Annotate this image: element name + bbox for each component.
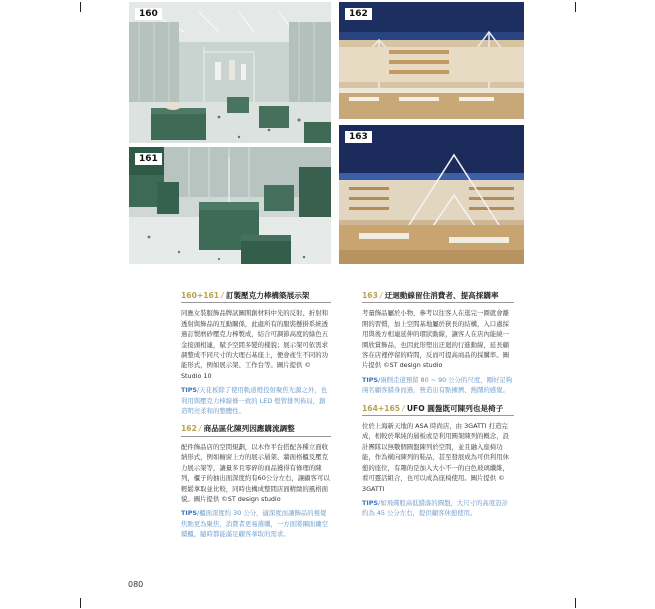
section-164-165-tips bbox=[362, 498, 514, 519]
photo-163 bbox=[339, 125, 524, 264]
crop-mark-bottom-left bbox=[80, 598, 81, 608]
right-text-column bbox=[362, 291, 514, 523]
photo-161-number: 161 bbox=[135, 153, 162, 165]
section-163-tips-text: 兩側走道預留 80 ~ 90 公分的尺度，剛好足夠兩名顧客錯身而過，營造出有點擁擠、熱鬧的感覺。 bbox=[362, 375, 513, 395]
tips-label: TIPS bbox=[181, 509, 198, 518]
slash-decoration: / bbox=[221, 291, 224, 300]
section-164-165-number: 164+165 bbox=[362, 403, 401, 413]
section-160-161-heading bbox=[181, 291, 331, 303]
crop-mark-bottom-right bbox=[575, 598, 576, 608]
section-164-165-body: 位於上海新天地的 ASA 時尚店，由 3GATTI 打造完成，相較於單純的層板或是利用圓架陳列的概念，設計團隊以無數個圓盤陳列於空間，並且融入座椅功能，作為橫向陳列的鞋品，甚至發展成為可供利用休憩的座位，有趣的是加入大小不一的白色玻璃纖維，看可靈活組合，也可以成為座椅使用。圖片提供 © 3GATTI bbox=[362, 422, 509, 493]
photo-162 bbox=[339, 2, 524, 119]
slash-decoration: / bbox=[197, 386, 200, 395]
photo-163-illustration bbox=[339, 125, 524, 264]
section-164-165-heading bbox=[362, 404, 514, 416]
section-162-title: 商品區化陳列因應購流調整 bbox=[203, 424, 295, 434]
section-162-tips-text: 櫃面深度約 30 公分，適深度而讓飾品的視覺焦點更為聚焦，消費者更易選購，一方面將鋼面鏤空續櫃，隨時都能滿足顧客拿取的需求。 bbox=[181, 509, 328, 539]
photo-160-number: 160 bbox=[135, 8, 162, 20]
page-number: 080 bbox=[128, 580, 144, 589]
section-162-body: 配件飾品店的空間規劃，以木作平台搭配各種立面收納形式，例如櫥窗上方的展示層架、牆面格櫃及壓克力展示架等，讓量多且零碎的商品獲得有條理的陳列，櫃子的抽出面深度約有60公分左右，讓顧客可以輕鬆拿取並比較，同時也構成整間店面精緻的風格面貌。圖片提供 ©ST design studio bbox=[181, 442, 330, 503]
section-160-161-title: 訂製壓克力棒構築展示架 bbox=[225, 291, 310, 300]
tips-label: TIPS bbox=[181, 386, 198, 395]
section-162-number: 162 bbox=[181, 424, 197, 434]
slash-decoration: / bbox=[378, 375, 381, 384]
left-text-column bbox=[181, 291, 331, 544]
section-163-body: 考量飾品屬於小物，參考以往客人在逛完一圈就會離開的習慣，加上空間基地屬於狹長的結構，入口處採用與後方相連延伸的環狀動線，讓客人在店內能繞一圈欣賞飾品，也因此形塑出迂迴的行進動線，延長顧客在店裡停留的時間，反而可提高商品的採購率。圖片提供 ©ST design studio bbox=[362, 309, 509, 370]
section-164-165-title: UFO 圓盤既可陳列也是椅子 bbox=[406, 403, 504, 413]
section-163-number: 163 bbox=[362, 291, 378, 300]
section-164-165-tips-text: 如飛碟般高低錯落的圓盤，大尺寸的高度設計約為 45 公分左右，提供顧客休憩使用。 bbox=[362, 498, 508, 518]
photo-160-illustration bbox=[129, 2, 331, 143]
section-160-161-tips bbox=[181, 385, 331, 416]
slash-decoration: / bbox=[402, 403, 405, 413]
photo-163-number: 163 bbox=[345, 131, 372, 143]
tips-label: TIPS bbox=[362, 498, 379, 507]
section-160-161-tips-text: 天花板除了使用軌道燈投射聚焦光源之外，也利用與壓克力棒線條一致的 LED 燈管排列佈局，創造明亮柔和的整體性。 bbox=[181, 386, 327, 416]
crop-mark-top-left bbox=[80, 2, 81, 12]
crop-mark-top-right bbox=[575, 2, 576, 12]
slash-decoration: / bbox=[379, 291, 383, 300]
photo-160 bbox=[129, 2, 331, 143]
section-163-title: 迂迴動線留住消費者、提高採購率 bbox=[384, 291, 499, 300]
photo-162-number: 162 bbox=[345, 8, 372, 20]
section-163-tips bbox=[362, 375, 514, 396]
section-160-161-body: 同應女裝服飾品牌試圖開創材料中光的反射、折射和透射與飾品的互動關係，此處所有的服裝懸掛系統透過訂製磨砂壓克力棒製成，結合可調節高度的綠色五金接頭相連，賦予空間多變的樣貌；展示架可依需求調整成不同尺寸的大理石基座上，便會產生不同的功能形式，例如展示架、工作台等。圖片提供 © Studio 10 bbox=[181, 309, 328, 380]
slash-decoration: / bbox=[197, 509, 200, 518]
tips-label: TIPS bbox=[362, 375, 379, 384]
section-160-161-number: 160+161 bbox=[181, 291, 220, 300]
section-163-heading bbox=[362, 291, 514, 303]
section-162-tips bbox=[181, 508, 331, 539]
slash-decoration: / bbox=[378, 498, 381, 507]
slash-decoration: / bbox=[198, 424, 202, 434]
photo-161 bbox=[129, 147, 331, 264]
section-162-heading bbox=[181, 424, 331, 436]
